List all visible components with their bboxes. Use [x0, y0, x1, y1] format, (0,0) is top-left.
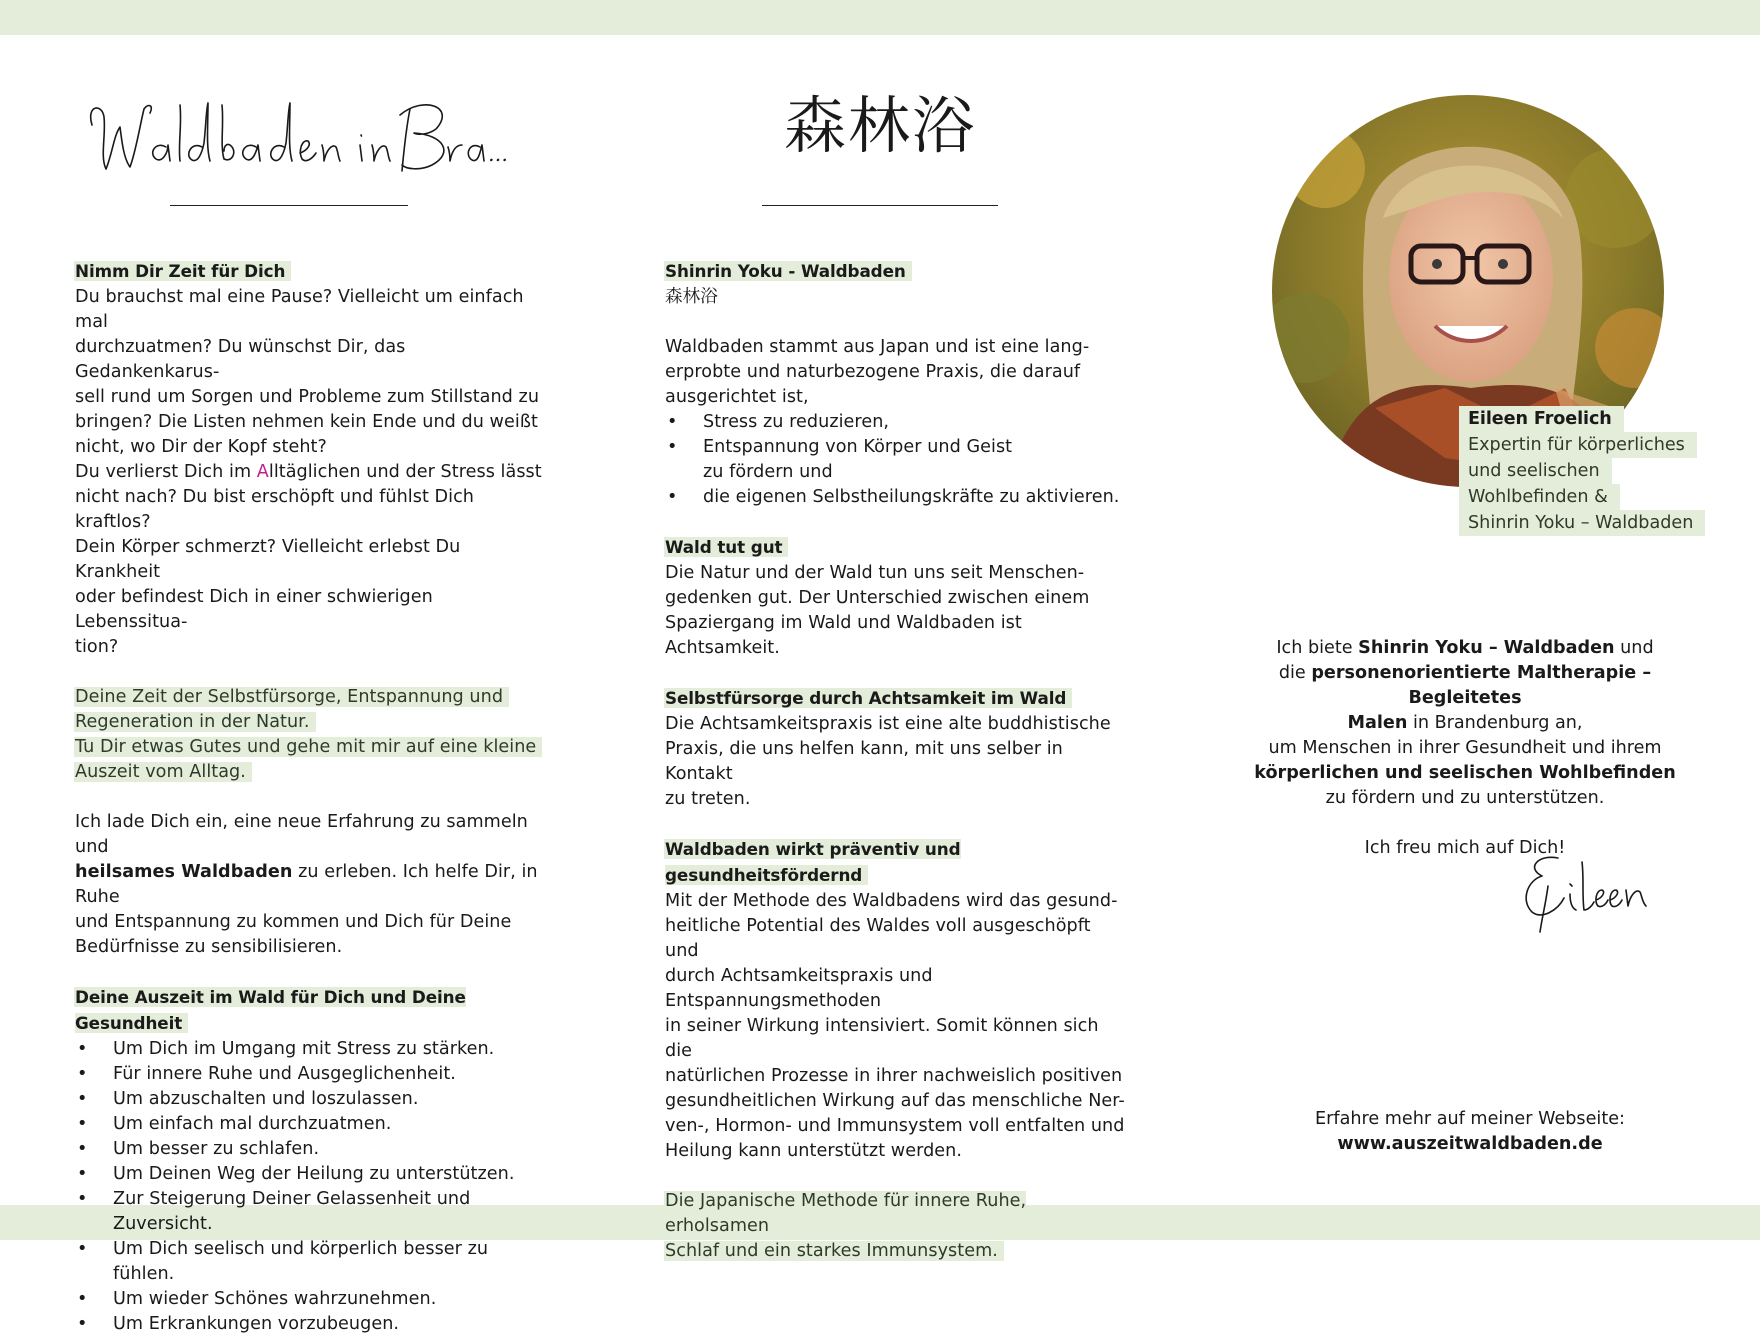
middle-column — [665, 259, 1125, 1264]
kanji-line: 森林浴 — [665, 287, 718, 307]
body-line: Praxis, die uns helfen kann, mit uns selber in Kontakt — [665, 739, 1063, 784]
list-item — [665, 435, 1125, 485]
body-line: nicht, wo Dir der Kopf steht? — [75, 437, 327, 457]
body-line: bringen? Die Listen nehmen kein Ende und du weißt — [75, 412, 538, 432]
list-item: • Um Dich seelisch und körperlich besser zu fühlen. — [75, 1237, 545, 1287]
bold-phrase: heilsames Waldbaden — [75, 862, 293, 882]
list-item: • Um Erkrankungen vorzubeugen. — [75, 1312, 545, 1337]
body-text: in Brandenburg an, — [1407, 713, 1583, 733]
offer-line: um Menschen in ihrer Gesundheit und ihrem — [1268, 738, 1662, 758]
offer-line — [1225, 636, 1705, 661]
body-line: durchzuatmen? Du wünschst Dir, das Gedankenkarus- — [75, 337, 406, 382]
left-column — [75, 259, 545, 1337]
accent-letter: A — [256, 462, 269, 482]
list-item: • Um einfach mal durchzuatmen. — [75, 1112, 545, 1137]
signature — [1518, 848, 1658, 938]
offer-line — [1225, 711, 1705, 736]
body-line: ven-, Hormon- und Immunsystem voll entfalten und — [665, 1116, 1125, 1136]
benefits-list — [75, 1037, 545, 1337]
body-text: Du verlierst Dich im — [75, 462, 257, 482]
middle-title: 森林浴 — [783, 89, 976, 162]
body-line: Die Natur und der Wald tun uns seit Menschen- — [665, 563, 1085, 583]
left-title-rule — [170, 205, 408, 206]
highlight-line: Auszeit vom Alltag. — [74, 762, 252, 782]
section-heading-time: Nimm Dir Zeit für Dich — [74, 261, 291, 281]
body-line: erprobte und naturbezogene Praxis, die darauf — [665, 362, 1081, 382]
greeting: Ich freu mich auf Dich! — [1364, 838, 1566, 858]
caption-line: Expertin für körperliches — [1459, 432, 1697, 458]
body-line: sell rund um Sorgen und Probleme zum Stillstand zu — [75, 387, 540, 407]
body-text: zu erleben. Ich helfe Dir, in Ruhe — [75, 862, 538, 907]
bold-phrase: Shinrin Yoku – Waldbaden — [1358, 638, 1615, 658]
body-line: und Entspannung zu kommen und Dich für Deine — [75, 912, 512, 932]
offer-line — [1225, 661, 1705, 711]
body-line: in seiner Wirkung intensiviert. Somit können sich die — [665, 1016, 1099, 1061]
body-text: und — [1614, 638, 1654, 658]
body-line: Du brauchst mal eine Pause? Vielleicht um einfach mal — [75, 287, 524, 332]
body-line: Dein Körper schmerzt? Vielleicht erlebst Du Krankheit — [75, 537, 461, 582]
section-heading-praeventiv: Waldbaden wirkt präventiv und gesundheitsfördernd — [665, 839, 961, 885]
body-line: ausgerichtet ist, — [665, 387, 809, 407]
body-line: Ich lade Dich ein, eine neue Erfahrung zu sammeln und — [75, 812, 528, 857]
body-text: die — [1278, 663, 1312, 683]
offer-text — [1225, 636, 1705, 861]
body-line: durch Achtsamkeitspraxis und Entspannungsmethoden — [665, 966, 933, 1011]
svg-text:…: … — [488, 142, 508, 166]
caption-line: und seelischen — [1459, 458, 1612, 484]
list-item-text: Entspannung von Körper und Geist — [703, 437, 1013, 457]
list-item-text: zu fördern und — [703, 462, 833, 482]
offer-line — [1225, 761, 1705, 786]
highlight-line: Deine Zeit der Selbstfürsorge, Entspannung und — [74, 687, 509, 707]
body-line — [75, 460, 545, 485]
body-line: Bedürfnisse zu sensibilisieren. — [75, 937, 343, 957]
caption-line: Wohlbefinden & — [1459, 484, 1620, 510]
bold-phrase: körperlichen und seelischen Wohlbefinden — [1254, 763, 1676, 783]
website-link[interactable]: www.auszeitwaldbaden.de — [1337, 1134, 1603, 1154]
body-line: Waldbaden stammt aus Japan und ist eine lang- — [665, 337, 1090, 357]
list-item: • Um abzuschalten und loszulassen. — [75, 1087, 545, 1112]
caption-line: Shinrin Yoku – Waldbaden — [1459, 510, 1705, 536]
left-title-script — [84, 95, 514, 181]
body-line: Spaziergang im Wald und Waldbaden ist Achtsamkeit. — [665, 613, 1022, 658]
list-item: • Um Deinen Weg der Heilung zu unterstützen. — [75, 1162, 545, 1187]
highlight-line: Regeneration in der Natur. — [74, 712, 316, 732]
website-text: Erfahre mehr auf meiner Webseite: — [1315, 1109, 1625, 1129]
body-line: Mit der Methode des Waldbadens wird das gesund- — [665, 891, 1118, 911]
list-item: • Zur Steigerung Deiner Gelassenheit und Zuversicht. — [75, 1187, 545, 1237]
body-line — [75, 860, 545, 910]
body-line: nicht nach? Du bist erschöpft und fühlst Dich kraftlos? — [75, 487, 475, 532]
portrait-caption — [1461, 406, 1705, 536]
list-item: • Um wieder Schönes wahrzunehmen. — [75, 1287, 545, 1312]
body-line: Die Achtsamkeitspraxis ist eine alte buddhistische — [665, 714, 1111, 734]
list-item: • Um besser zu schlafen. — [75, 1137, 545, 1162]
body-line: heitliche Potential des Waldes voll ausgeschöpft und — [665, 916, 1091, 961]
website-block — [1230, 1107, 1710, 1157]
list-item: • Für innere Ruhe und Ausgeglichenheit. — [75, 1062, 545, 1087]
body-line: gedenken gut. Der Unterschied zwischen einem — [665, 588, 1090, 608]
body-text: lltäglichen und der Stress lässt — [268, 462, 542, 482]
body-line: zu treten. — [665, 789, 751, 809]
list-item: • Um Dich im Umgang mit Stress zu stärken. — [75, 1037, 545, 1062]
section-heading-shinrin: Shinrin Yoku - Waldbaden — [664, 261, 912, 281]
section-heading-wald: Wald tut gut — [664, 537, 788, 557]
body-line: natürlichen Prozesse in ihrer nachweislich positiven — [665, 1066, 1123, 1086]
goals-list — [665, 410, 1125, 510]
offer-line: zu fördern und zu unterstützen. — [1325, 788, 1605, 808]
body-line: Heilung kann unterstützt werden. — [665, 1141, 963, 1161]
top-band — [0, 0, 1760, 35]
highlight-line: Die Japanische Methode für innere Ruhe, erholsamen — [665, 1191, 1027, 1236]
list-item: • Stress zu reduzieren, — [665, 410, 1125, 435]
bold-phrase: personenorientierte Maltherapie – Begleitetes — [1311, 663, 1652, 708]
caption-name: Eileen Froelich — [1459, 406, 1624, 432]
section-heading-selbstfuersorge: Selbstfürsorge durch Achtsamkeit im Wald — [664, 688, 1072, 708]
body-line: gesundheitlichen Wirkung auf das menschliche Ner- — [665, 1091, 1125, 1111]
highlight-line: Tu Dir etwas Gutes und gehe mit mir auf eine kleine — [74, 737, 542, 757]
body-line: tion? — [75, 637, 119, 657]
list-item: • die eigenen Selbstheilungskräfte zu aktivieren. — [665, 485, 1125, 510]
body-text: Ich biete — [1276, 638, 1359, 658]
body-line: oder befindest Dich in einer schwierigen Lebenssitua- — [75, 587, 433, 632]
middle-title-rule — [762, 205, 998, 206]
section-heading-auszeit: Deine Auszeit im Wald für Dich und Deine Gesundheit — [75, 987, 466, 1033]
bold-phrase: Malen — [1347, 713, 1408, 733]
highlight-line: Schlaf und ein starkes Immunsystem. — [664, 1241, 1004, 1261]
